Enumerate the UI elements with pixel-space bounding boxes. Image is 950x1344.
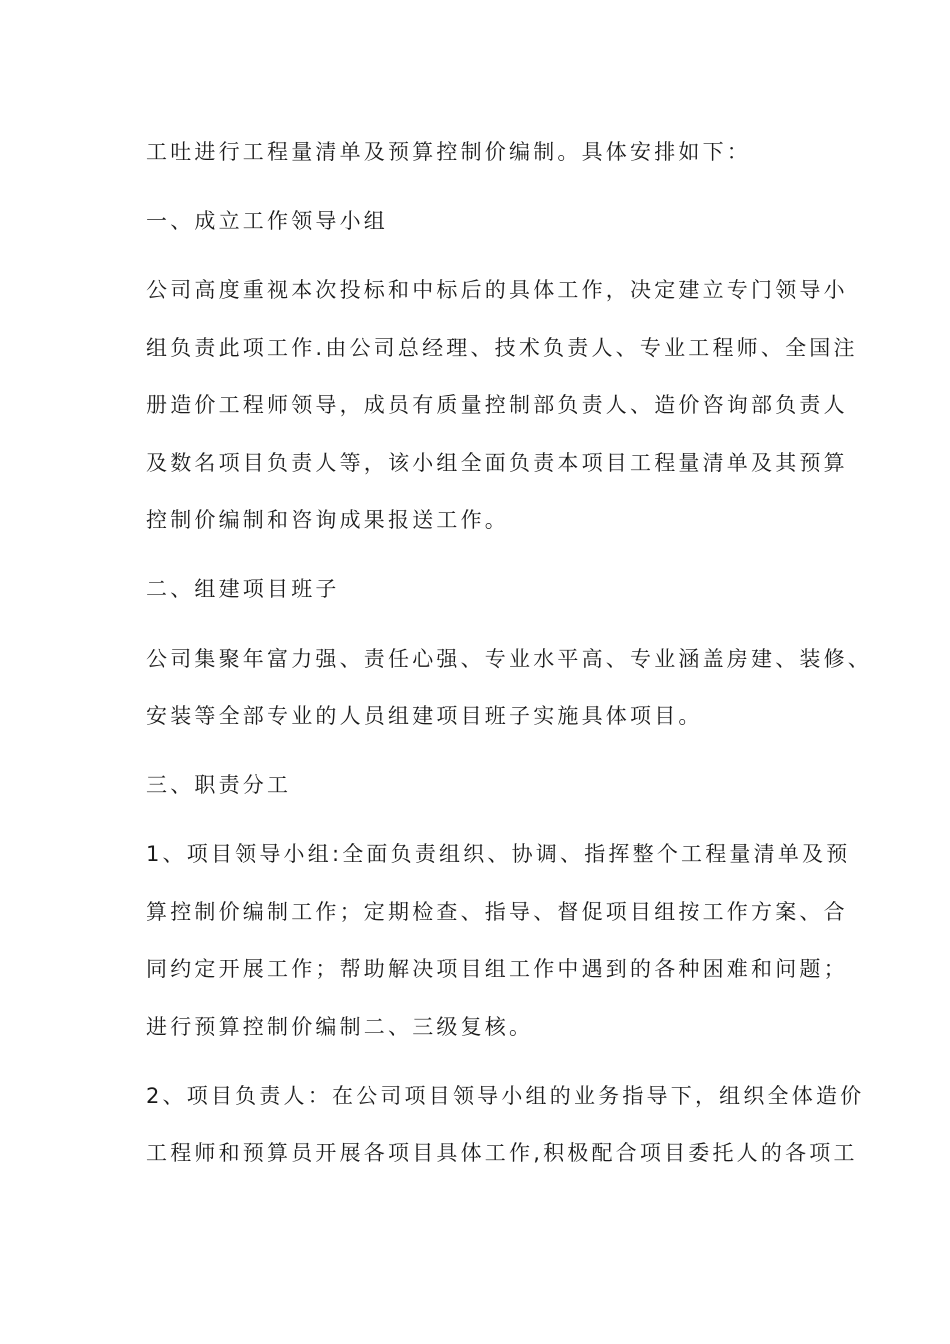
paragraph-line: 及数名项目负责人等，该小组全面负责本项目工程量清单及其预算 <box>146 451 848 475</box>
section-heading: 二、组建项目班子 <box>146 577 340 601</box>
paragraph-line: 安装等全部专业的人员组建项目班子实施具体项目。 <box>146 704 703 728</box>
paragraph-line: 组负责此项工作.由公司总经理、技术负责人、专业工程师、全国注 <box>146 336 858 360</box>
paragraph-line: 公司高度重视本次投标和中标后的具体工作，决定建立专门领导小 <box>146 278 848 302</box>
section-heading: 三、职责分工 <box>146 773 292 797</box>
paragraph-line: 公司集聚年富力强、责任心强、专业水平高、专业涵盖房建、装修、 <box>146 647 872 671</box>
paragraph-line: 算控制价编制工作；定期检查、指导、督促项目组按工作方案、合 <box>146 900 848 924</box>
paragraph-line: 控制价编制和咨询成果报送工作。 <box>146 508 509 532</box>
paragraph-line: 2、项目负责人：在公司项目领导小组的业务指导下，组织全体造价 <box>146 1084 865 1108</box>
section-heading: 一、成立工作领导小组 <box>146 209 388 233</box>
paragraph-line: 同约定开展工作；帮助解决项目组工作中遇到的各种困难和问题； <box>146 957 848 981</box>
paragraph-line: 工程师和预算员开展各项目具体工作,积极配合项目委托人的各项工 <box>146 1141 858 1165</box>
paragraph-line: 册造价工程师领导，成员有质量控制部负责人、造价咨询部负责人 <box>146 393 848 417</box>
paragraph-line: 工吐进行工程量清单及预算控制价编制。具体安排如下： <box>146 140 751 164</box>
paragraph-line: 1、项目领导小组:全面负责组织、协调、指挥整个工程量清单及预 <box>146 842 851 866</box>
paragraph-line: 进行预算控制价编制二、三级复核。 <box>146 1015 534 1039</box>
